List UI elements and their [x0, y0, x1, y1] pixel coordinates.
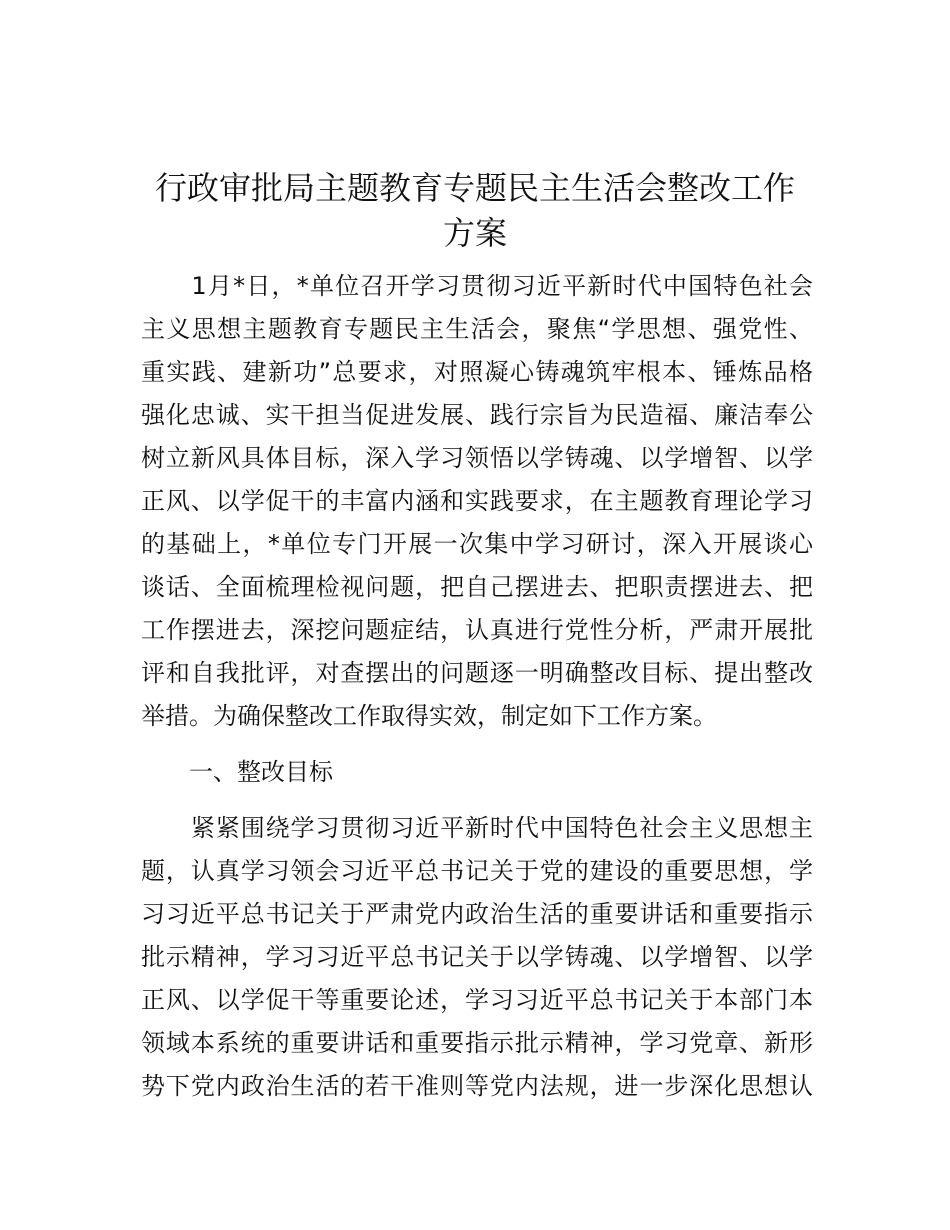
paragraph-line: 领域本系统的重要讲话和重要指示批示精神，学习党章、新形	[141, 1029, 813, 1057]
paragraph-line: 树立新风具体目标，深入学习领悟以学铸魂、以学增智、以学	[141, 444, 813, 472]
paragraph-line: 题，认真学习领会习近平总书记关于党的建设的重要思想，学	[141, 857, 813, 885]
paragraph-line-last: 举措。为确保整改工作取得实效，制定如下工作方案。	[141, 702, 717, 730]
paragraph-line: 主义思想主题教育专题民主生活会，聚焦“学思想、强党性、	[141, 315, 813, 343]
paragraph-line: 紧紧围绕学习贯彻习近平新时代中国特色社会主义思想主	[141, 814, 813, 842]
paragraph-line: 习习近平总书记关于严肃党内政治生活的重要讲话和重要指示	[141, 900, 813, 928]
paragraph-line: 谈话、全面梳理检视问题，把自己摆进去、把职责摆进去、把	[141, 573, 813, 601]
paragraph-line: 强化忠诚、实干担当促进发展、践行宗旨为民造福、廉洁奉公	[141, 401, 813, 429]
paragraph-line: 的基础上，*单位专门开展一次集中学习研讨，深入开展谈心	[141, 530, 813, 558]
document-title-line-1: 行政审批局主题教育专题民主生活会整改工作	[154, 169, 795, 207]
paragraph-line: 重实践、建新功”总要求，对照凝心铸魂筑牢根本、锤炼品格	[141, 358, 813, 386]
paragraph-line: 正风、以学促干等重要论述，学习习近平总书记关于本部门本	[141, 986, 813, 1014]
paragraph-line: 评和自我批评，对查摆出的问题逐一明确整改目标、提出整改	[141, 659, 813, 687]
section-heading-goals: 一、整改目标	[141, 758, 333, 786]
paragraph-line: 批示精神，学习习近平总书记关于以学铸魂、以学增智、以学	[141, 943, 813, 971]
document-title-line-2: 方案	[442, 214, 507, 252]
paragraph-line: 势下党内政治生活的若干准则等党内法规，进一步深化思想认	[141, 1072, 813, 1100]
paragraph-line: 1月*日，*单位召开学习贯彻习近平新时代中国特色社会	[141, 272, 813, 300]
paragraph-line: 正风、以学促干的丰富内涵和实践要求，在主题教育理论学习	[141, 487, 813, 515]
paragraph-line: 工作摆进去，深挖问题症结，认真进行党性分析，严肃开展批	[141, 616, 813, 644]
